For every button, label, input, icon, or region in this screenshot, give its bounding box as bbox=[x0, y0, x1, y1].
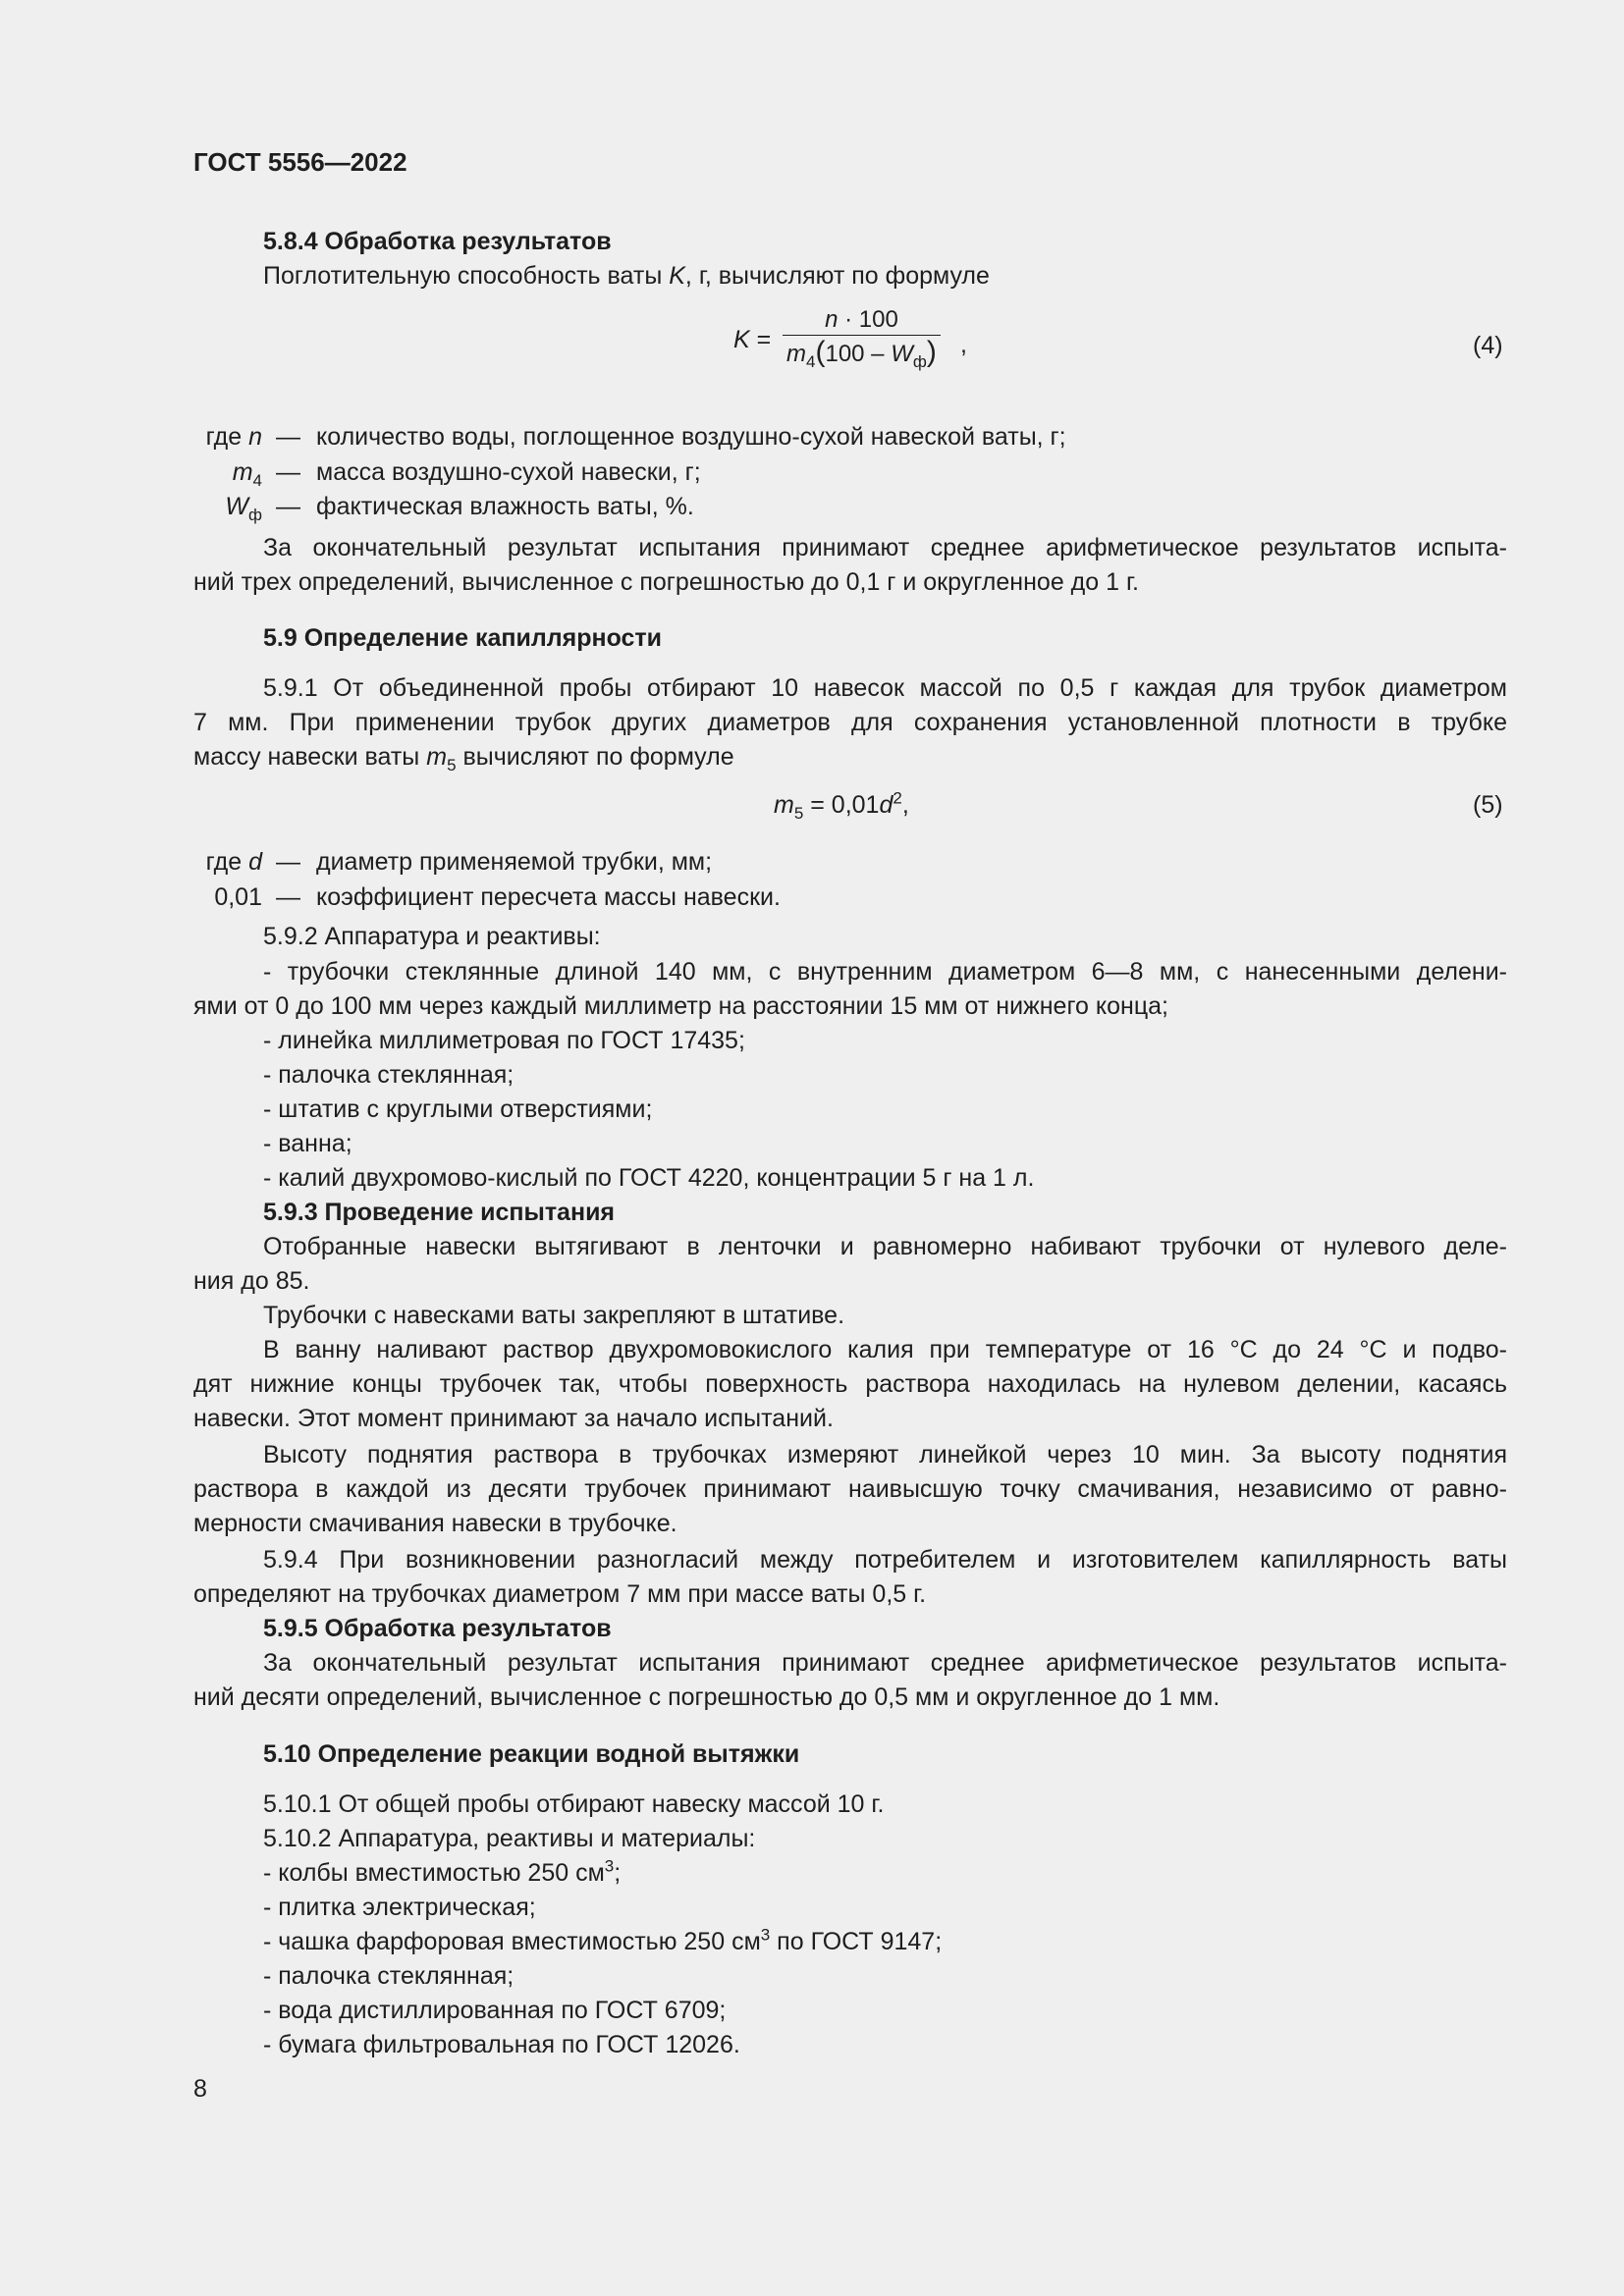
formula-4-comma: , bbox=[960, 331, 967, 358]
list-item: - палочка стеклянная; bbox=[263, 1061, 514, 1089]
legend-symbol-n: где n bbox=[205, 423, 262, 451]
legend-symbol-wf: $W_ф$ bbox=[225, 493, 262, 524]
paragraph: определяют на трубочках диаметром 7 мм при массе ваты 0,5 г. bbox=[193, 1580, 927, 1608]
formula-4-lhs: K = bbox=[733, 326, 772, 353]
list-item: ями от 0 до 100 мм через каждый миллиметр на расстоянии 15 мм от нижнего конца; bbox=[193, 992, 1168, 1020]
legend-text: фактическая влажность ваты, %. bbox=[316, 493, 694, 520]
list-item: - вода дистиллированная по ГОСТ 6709; bbox=[263, 1997, 727, 2024]
list-item: - палочка стеклянная; bbox=[263, 1962, 514, 1990]
paragraph: ний десяти определений, вычисленное с погрешностью до 0,5 мм и округленное до 1 мм. bbox=[193, 1683, 1220, 1711]
legend-text: диаметр применяемой трубки, мм; bbox=[316, 848, 713, 876]
paragraph: За окончательный результат испытания принимают среднее арифметическое результатов испыта- bbox=[263, 1649, 1507, 1677]
legend-text: коэффициент пересчета массы навески. bbox=[316, 883, 781, 911]
list-item: - плитка электрическая; bbox=[263, 1894, 536, 1921]
paragraph: Высоту поднятия раствора в трубочках измеряют линейкой через 10 мин. За высоту поднятия bbox=[263, 1441, 1507, 1468]
section-heading-5-10: 5.10 Определение реакции водной вытяжки bbox=[263, 1740, 800, 1768]
section-heading-5-9-5: 5.9.5 Обработка результатов bbox=[263, 1615, 612, 1642]
formula-4-number: (4) bbox=[1473, 332, 1503, 359]
legend-text: количество воды, поглощенное воздушно-сухой навеской ваты, г; bbox=[316, 423, 1066, 451]
legend-dash: — bbox=[276, 423, 300, 451]
legend-symbol-coef: 0,01 bbox=[214, 883, 262, 911]
formula-4-fraction bbox=[783, 305, 941, 371]
paragraph: 5.10.2 Аппаратура, реактивы и материалы: bbox=[263, 1825, 756, 1852]
paragraph: ний трех определений, вычисленное с погрешностью до 0,1 г и округленное до 1 г. bbox=[193, 568, 1139, 596]
list-item: - ванна; bbox=[263, 1130, 352, 1157]
paragraph: 5.9.4 При возникновении разногласий между потребителем и изготовителем капиллярность ваты bbox=[263, 1546, 1507, 1574]
legend-dash: — bbox=[276, 848, 300, 876]
list-item: - калий двухромово-кислый по ГОСТ 4220, концентрации 5 г на 1 л. bbox=[263, 1164, 1035, 1192]
section-heading-5-8-4: 5.8.4 Обработка результатов bbox=[263, 228, 612, 255]
list-item: - бумага фильтровальная по ГОСТ 12026. bbox=[263, 2031, 740, 2058]
paragraph: 5.9.2 Аппаратура и реактивы: bbox=[263, 923, 601, 950]
legend-dash: — bbox=[276, 458, 300, 486]
paragraph: навески. Этот момент принимают за начало испытаний. bbox=[193, 1405, 834, 1432]
formula-5: $m_5 = 0,01d^2$, bbox=[774, 788, 909, 823]
list-item: - трубочки стеклянные длиной 140 мм, с внутренним диаметром 6—8 мм, с нанесенными делени- bbox=[263, 958, 1507, 986]
formula-4-numerator: n · 100 bbox=[783, 305, 941, 336]
paragraph: В ванну наливают раствор двухромовокислого калия при температуре от 16 °С до 24 °С и подво- bbox=[263, 1336, 1507, 1363]
formula-5-number: (5) bbox=[1473, 791, 1503, 819]
paragraph: 5.9.1 От объединенной пробы отбирают 10 навесок массой по 0,5 г каждая для трубок диаметром bbox=[263, 674, 1507, 702]
list-item: - чашка фарфоровая вместимостью 250 $см^3$ по ГОСТ 9147; bbox=[263, 1925, 943, 1955]
formula-4-denominator: $m_4(100 - W_ф)$ bbox=[786, 336, 937, 371]
legend-dash: — bbox=[276, 883, 300, 911]
list-item: - штатив с круглыми отверстиями; bbox=[263, 1095, 653, 1123]
legend-dash: — bbox=[276, 493, 300, 520]
paragraph: дят нижние концы трубочек так, чтобы поверхность раствора находилась на нулевом делении, касаясь bbox=[193, 1370, 1507, 1398]
page-number: 8 bbox=[193, 2075, 207, 2103]
section-heading-5-9-3: 5.9.3 Проведение испытания bbox=[263, 1199, 616, 1226]
paragraph: Поглотительную способность ваты K, г, вычисляют по формуле bbox=[263, 262, 990, 290]
paragraph: Отобранные навески вытягивают в ленточки и равномерно набивают трубочки от нулевого деле- bbox=[263, 1233, 1507, 1260]
paragraph: раствора в каждой из десяти трубочек принимают наивысшую точку смачивания, независимо от равно- bbox=[193, 1475, 1507, 1503]
paragraph: 7 мм. При применении трубок других диаметров для сохранения установленной плотности в трубке bbox=[193, 709, 1507, 736]
list-item: - линейка миллиметровая по ГОСТ 17435; bbox=[263, 1027, 745, 1054]
paragraph: ния до 85. bbox=[193, 1267, 310, 1295]
paragraph: мерности смачивания навески в трубочке. bbox=[193, 1510, 677, 1537]
legend-symbol-m4: $m_4$ bbox=[232, 458, 262, 490]
paragraph: За окончательный результат испытания принимают среднее арифметическое результатов испыта- bbox=[263, 534, 1507, 561]
section-heading-5-9: 5.9 Определение капиллярности bbox=[263, 624, 663, 652]
paragraph: 5.10.1 От общей пробы отбирают навеску массой 10 г. bbox=[263, 1790, 885, 1818]
document-code: ГОСТ 5556—2022 bbox=[193, 147, 407, 177]
paragraph: массу навески ваты $m_5$ вычисляют по формуле bbox=[193, 743, 734, 774]
paragraph: Трубочки с навесками ваты закрепляют в штативе. bbox=[263, 1302, 845, 1329]
legend-text: масса воздушно-сухой навески, г; bbox=[316, 458, 701, 486]
legend-symbol-d: где d bbox=[205, 848, 262, 876]
list-item: - колбы вместимостью 250 $см^3$; bbox=[263, 1856, 622, 1887]
